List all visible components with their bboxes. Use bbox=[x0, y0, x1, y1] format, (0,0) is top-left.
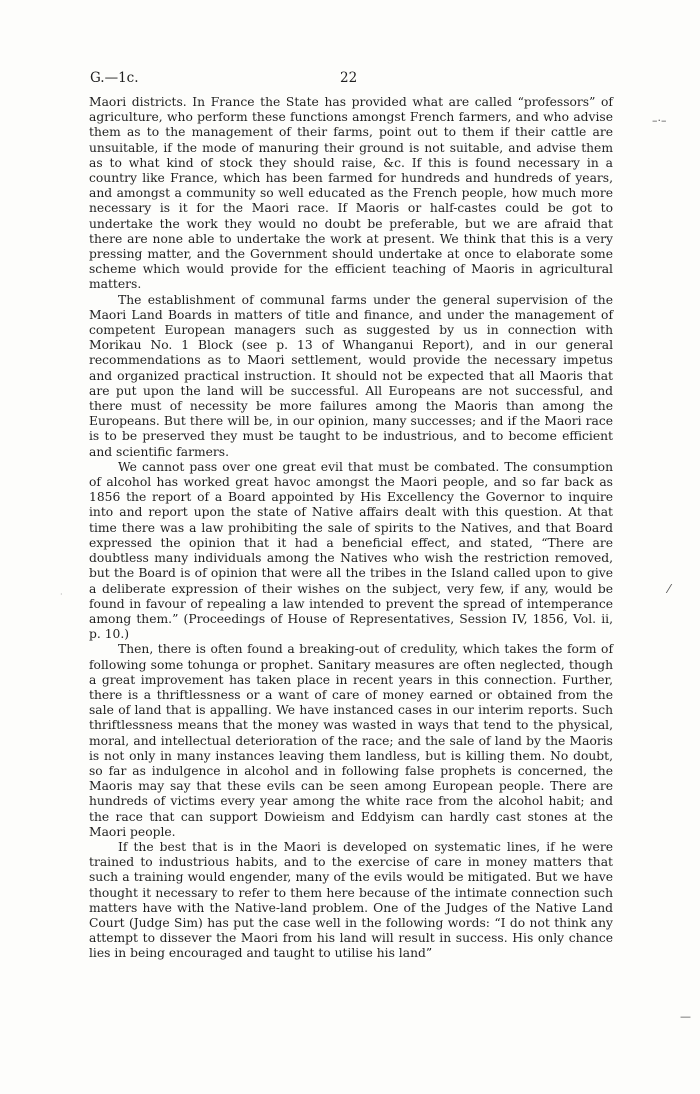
paragraph-systematic-development: If the best that is in the Maori is developed on systematic lines, if he were trained to industrious habits, and to the exercise of care in money matters that such a training would engender, many of the evils would be mitigated. But we have thought it necessary to refer to them here because of the intimate connection such matters have with the Native-land problem. One of the Judges of the Native Land Court (Judge Sim) has put the case well in the following words: “I do not think any attempt to dissever the Maori from his land will result in success. His only chance lies in being encouraged and taught to utilise his land” bbox=[89, 839, 613, 961]
document-reference: G.—1c. bbox=[90, 70, 139, 86]
paragraph-continuation: Maori districts. In France the State has provided what are called “professors” of agriculture, who perform these functions amongst French farmers, and who advise them as to the management of their farms, point out to them if their cattle are unsuitable, if the mode of manuring their ground is not suitable, and advise them as to what kind of stock they should raise, &c. If this is found necessary in a country like France, which has been farmed for hundreds and hundreds of years, and amongst a community so well educated as the French people, how much more necessary is it for the Maori race. If Maoris or half-castes could be got to undertake the work they would no doubt be preferable, but we are afraid that there are none able to undertake the work at present. We think that this is a very pressing matter, and the Government should undertake at once to elaborate some scheme which would provide for the efficient teaching of Maoris in agricultural matters. bbox=[89, 95, 613, 292]
body-text bbox=[89, 95, 613, 962]
margin-dash-mark: –·– bbox=[652, 114, 667, 127]
paragraph-communal-farms: The establishment of communal farms under the general supervision of the Maori Land Boards in matters of title and finance, and under the management of competent European managers such as suggested by us in connection with Morikau No. 1 Block (see p. 13 of Whanganui Report), and in our general recommendations as to Maori settlement, would provide the necessary impetus and organized practical instruction. It should not be expected that all Maoris that are put upon the land will be successful. All Europeans are not successful, and there must of necessity be more failures among the Maoris than among the Europeans. But there will be, in our opinion, many successes; and if the Maori race is to be preserved they must be taught to be industrious, and to become efficient and scientific farmers. bbox=[89, 292, 613, 459]
page-number: 22 bbox=[340, 70, 358, 86]
paragraph-alcohol: We cannot pass over one great evil that must be combated. The consumption of alcohol has worked great havoc amongst the Maori people, and so far back as 1856 the report of a Board appointed by His Excellency the Governor to inquire into and report upon the state of Native affairs dealt with this question. At that time there was a law prohibiting the sale of spirits to the Natives, and that Board expressed the opinion that it had a beneficial effect, and stated, “There are doubtless many individuals among the Natives who wish the restriction removed, but the Board is of opinion that were all the tribes in the Island called upon to give a deliberate expression of their wishes on the subject, very few, if any, would be found in favour of repealing a law intended to prevent the spread of intemperance among them.” (Proceedings of House of Representatives, Session IV, 1856, Vol. ii, p. 10.) bbox=[89, 459, 613, 642]
margin-tick-mark: ⁄ bbox=[668, 582, 671, 596]
page-header bbox=[90, 69, 610, 87]
paragraph-credulity: Then, there is often found a breaking-out of credulity, which takes the form of following some tohunga or prophet. Sanitary measures are often neglected, though a great improvement has taken place in recent years in this connection. Further, there is a thriftlessness or a want of care of money earned or obtained from the sale of land that is appalling. We have instanced cases in our interim reports. Such thriftlessness means that the money was wasted in ways that tend to the physical, moral, and intellectual deterioration of the race; and the sale of land by the Maoris is not only in many instances leaving them landless, but is killing them. No doubt, so far as indulgence in alcohol and in following false prophets is concerned, the Maoris may say that these evils can be seen among European people. There are hundreds of victims every year among the white race from the alcohol habit; and the race that can support Dowieism and Eddyism can hardly cast stones at the Maori people. bbox=[89, 642, 613, 839]
margin-dash-mark-bottom: — bbox=[680, 1010, 691, 1023]
margin-dot-mark: · bbox=[60, 590, 63, 599]
